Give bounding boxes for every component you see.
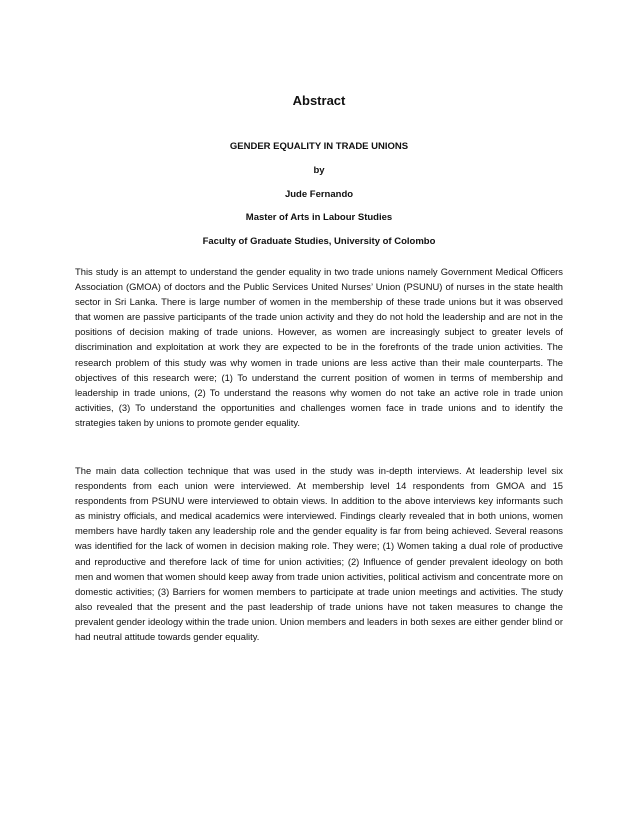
abstract-heading: Abstract — [292, 93, 346, 108]
abstract-paragraph-1: This study is an attempt to understand the gender equality in two trade unions namely Government Medical Officers Association (GMOA) of doctors and the Public Services United Nurses’ Union (PSUNU) of nurses in the state health sector in Sri Lanka. There is large number of women in the membership of these trade unions but it was observed that women are passive participants of the trade union activity and they do not hold the leadership and are not in the positions of decision making of trade unions. However, as women are increasingly subject to greater levels of discrimination and exploitation at work they are expected to be in the forefronts of the trade union activities. The research problem of this study was why women in trade unions are less active than their male counterparts. The objectives of this research were; (1) To understand the current position of women in terms of membership and leadership in trade unions, (2) To understand the reasons why women do not take an active role in trade union activities, (3) To understand the opportunities and challenges women face in trade unions and to identify the strategies taken by unions to promote gender equality. — [75, 266, 563, 428]
author-name: Jude Fernando — [284, 189, 354, 200]
by-line: by — [313, 165, 325, 176]
degree-name: Master of Arts in Labour Studies — [245, 212, 393, 223]
thesis-title: GENDER EQUALITY IN TRADE UNIONS — [229, 141, 409, 152]
faculty-name: Faculty of Graduate Studies, University of Colombo — [202, 236, 436, 247]
abstract-paragraph-2: The main data collection technique that was used in the study was in-depth interviews. At leadership level six respondents from each union were interviewed. At membership level 14 respondents from GMOA and 15 respondents from PSUNU were interviewed to obtain views. In addition to the above interviews key informants such as ministry officials, and medical academics were interviewed. Findings clearly revealed that in both unions, women members have hardly taken any leadership role and the gender equality is far from being achieved. Several reasons was identified for the lack of women in decision making role. They were; (1) Women taking a dual role of productive and reproductive and therefore lack of time for union activities; (2) Influence of gender prevalent ideology on both men and women that women should keep away from trade union activities, political activism and concentrate more on domestic activities; (3) Barriers for women members to participate at trade union meetings and activities. The study also revealed that the present and the past leadership of trade unions have not taken measures to change the prevalent gender ideology within the trade union. Union members and leaders in both sexes are either gender blind or had neutral attitude towards gender equality. — [75, 465, 563, 643]
